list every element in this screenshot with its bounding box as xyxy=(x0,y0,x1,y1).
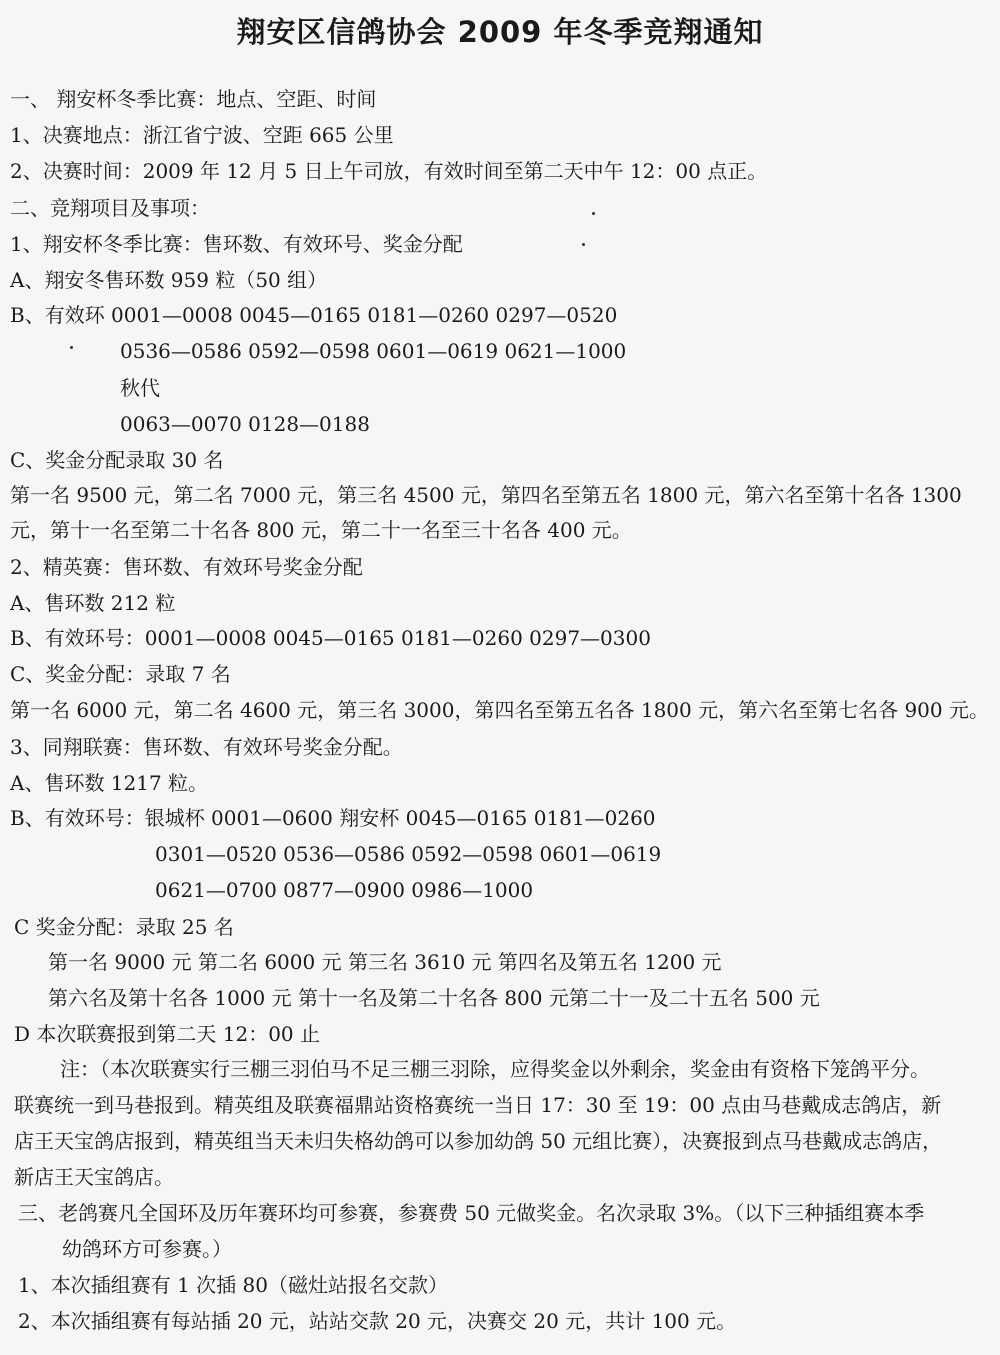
text-line: A、售环数 1217 粒。 xyxy=(10,771,209,795)
text-line: 幼鸽环方可参赛。） xyxy=(62,1237,232,1261)
text-line: 元，第十一名至第二十名各 800 元，第二十一名至三十名各 400 元。 xyxy=(10,518,632,542)
text-line: 1、翔安杯冬季比赛：售环数、有效环号、奖金分配 xyxy=(10,232,463,256)
text-line: 秋代 xyxy=(120,376,160,400)
scan-speck xyxy=(582,243,585,246)
text-line: 1、本次插组赛有 1 次插 80（磁灶站报名交款） xyxy=(18,1273,448,1297)
text-line: 第一名 9000 元 第二名 6000 元 第三名 3610 元 第四名及第五名 1200 元 xyxy=(48,950,722,974)
text-line: 0536—0586 0592—0598 0601—0619 0621—1000 xyxy=(120,339,627,363)
text-line: 三、老鸽赛凡全国环及历年赛环均可参赛，参赛费 50 元做奖金。名次录取 3%。（以下三种插组赛本季 xyxy=(18,1201,925,1225)
document-title: 翔安区信鸽协会 2009 年冬季竞翔通知 xyxy=(236,15,764,49)
text-line: 注：（本次联赛实行三棚三羽伯马不足三棚三羽除，应得奖金以外剩余，奖金由有资格下笼鸽平分。 xyxy=(60,1057,930,1081)
text-line: A、售环数 212 粒 xyxy=(10,591,176,615)
text-line: 0301—0520 0536—0586 0592—0598 0601—0619 xyxy=(155,842,662,866)
text-line: C、奖金分配：录取 7 名 xyxy=(10,662,231,686)
text-line: 1、决赛地点：浙江省宁波、空距 665 公里 xyxy=(10,123,394,147)
text-line: 3、同翔联赛：售环数、有效环号奖金分配。 xyxy=(10,735,403,759)
text-line: 联赛统一到马巷报到。精英组及联赛福鼎站资格赛统一当日 17：30 至 19：00 点由马巷戴成志鸽店，新 xyxy=(14,1093,942,1117)
text-line: 第六名及第十名各 1000 元 第十一名及第二十名各 800 元第二十一及二十五名 500 元 xyxy=(48,986,820,1010)
text-line: 0621—0700 0877—0900 0986—1000 xyxy=(155,878,534,902)
text-line: 店王天宝鸽店报到，精英组当天未归失格幼鸽可以参加幼鸽 50 元组比赛），决赛报到点马巷戴成志鸽店， xyxy=(14,1129,943,1153)
text-line: 0063—0070 0128—0188 xyxy=(120,412,370,436)
text-line: 二、竞翔项目及事项： xyxy=(10,196,210,220)
text-line: B、有效环号：银城杯 0001—0600 翔安杯 0045—0165 0181—0260 xyxy=(10,806,656,830)
text-line: B、有效环号：0001—0008 0045—0165 0181—0260 0297—0300 xyxy=(10,626,651,650)
text-line: B、有效环 0001—0008 0045—0165 0181—0260 0297—0520 xyxy=(10,303,618,327)
text-line: 2、精英赛：售环数、有效环号奖金分配 xyxy=(10,555,363,579)
text-line: C、奖金分配录取 30 名 xyxy=(10,448,224,472)
text-line: 新店王天宝鸽店。 xyxy=(14,1165,174,1189)
text-line: 2、本次插组赛有每站插 20 元，站站交款 20 元，决赛交 20 元，共计 100 元。 xyxy=(18,1309,737,1333)
text-line: D 本次联赛报到第二天 12：00 止 xyxy=(14,1022,321,1046)
text-line: C 奖金分配：录取 25 名 xyxy=(14,915,234,939)
text-line: 第一名 9500 元，第二名 7000 元，第三名 4500 元，第四名至第五名 1800 元，第六名至第十名各 1300 xyxy=(10,483,962,507)
text-line: 第一名 6000 元，第二名 4600 元，第三名 3000，第四名至第五名各 1800 元，第六名至第七名各 900 元。 xyxy=(10,698,989,722)
scan-speck xyxy=(592,212,595,215)
text-line: 一、 翔安杯冬季比赛：地点、空距、时间 xyxy=(10,87,377,111)
scan-speck xyxy=(70,346,73,349)
text-line: A、翔安冬售环数 959 粒（50 组） xyxy=(10,268,328,292)
text-line: 2、决赛时间：2009 年 12 月 5 日上午司放，有效时间至第二天中午 12：00 点正。 xyxy=(10,159,768,183)
